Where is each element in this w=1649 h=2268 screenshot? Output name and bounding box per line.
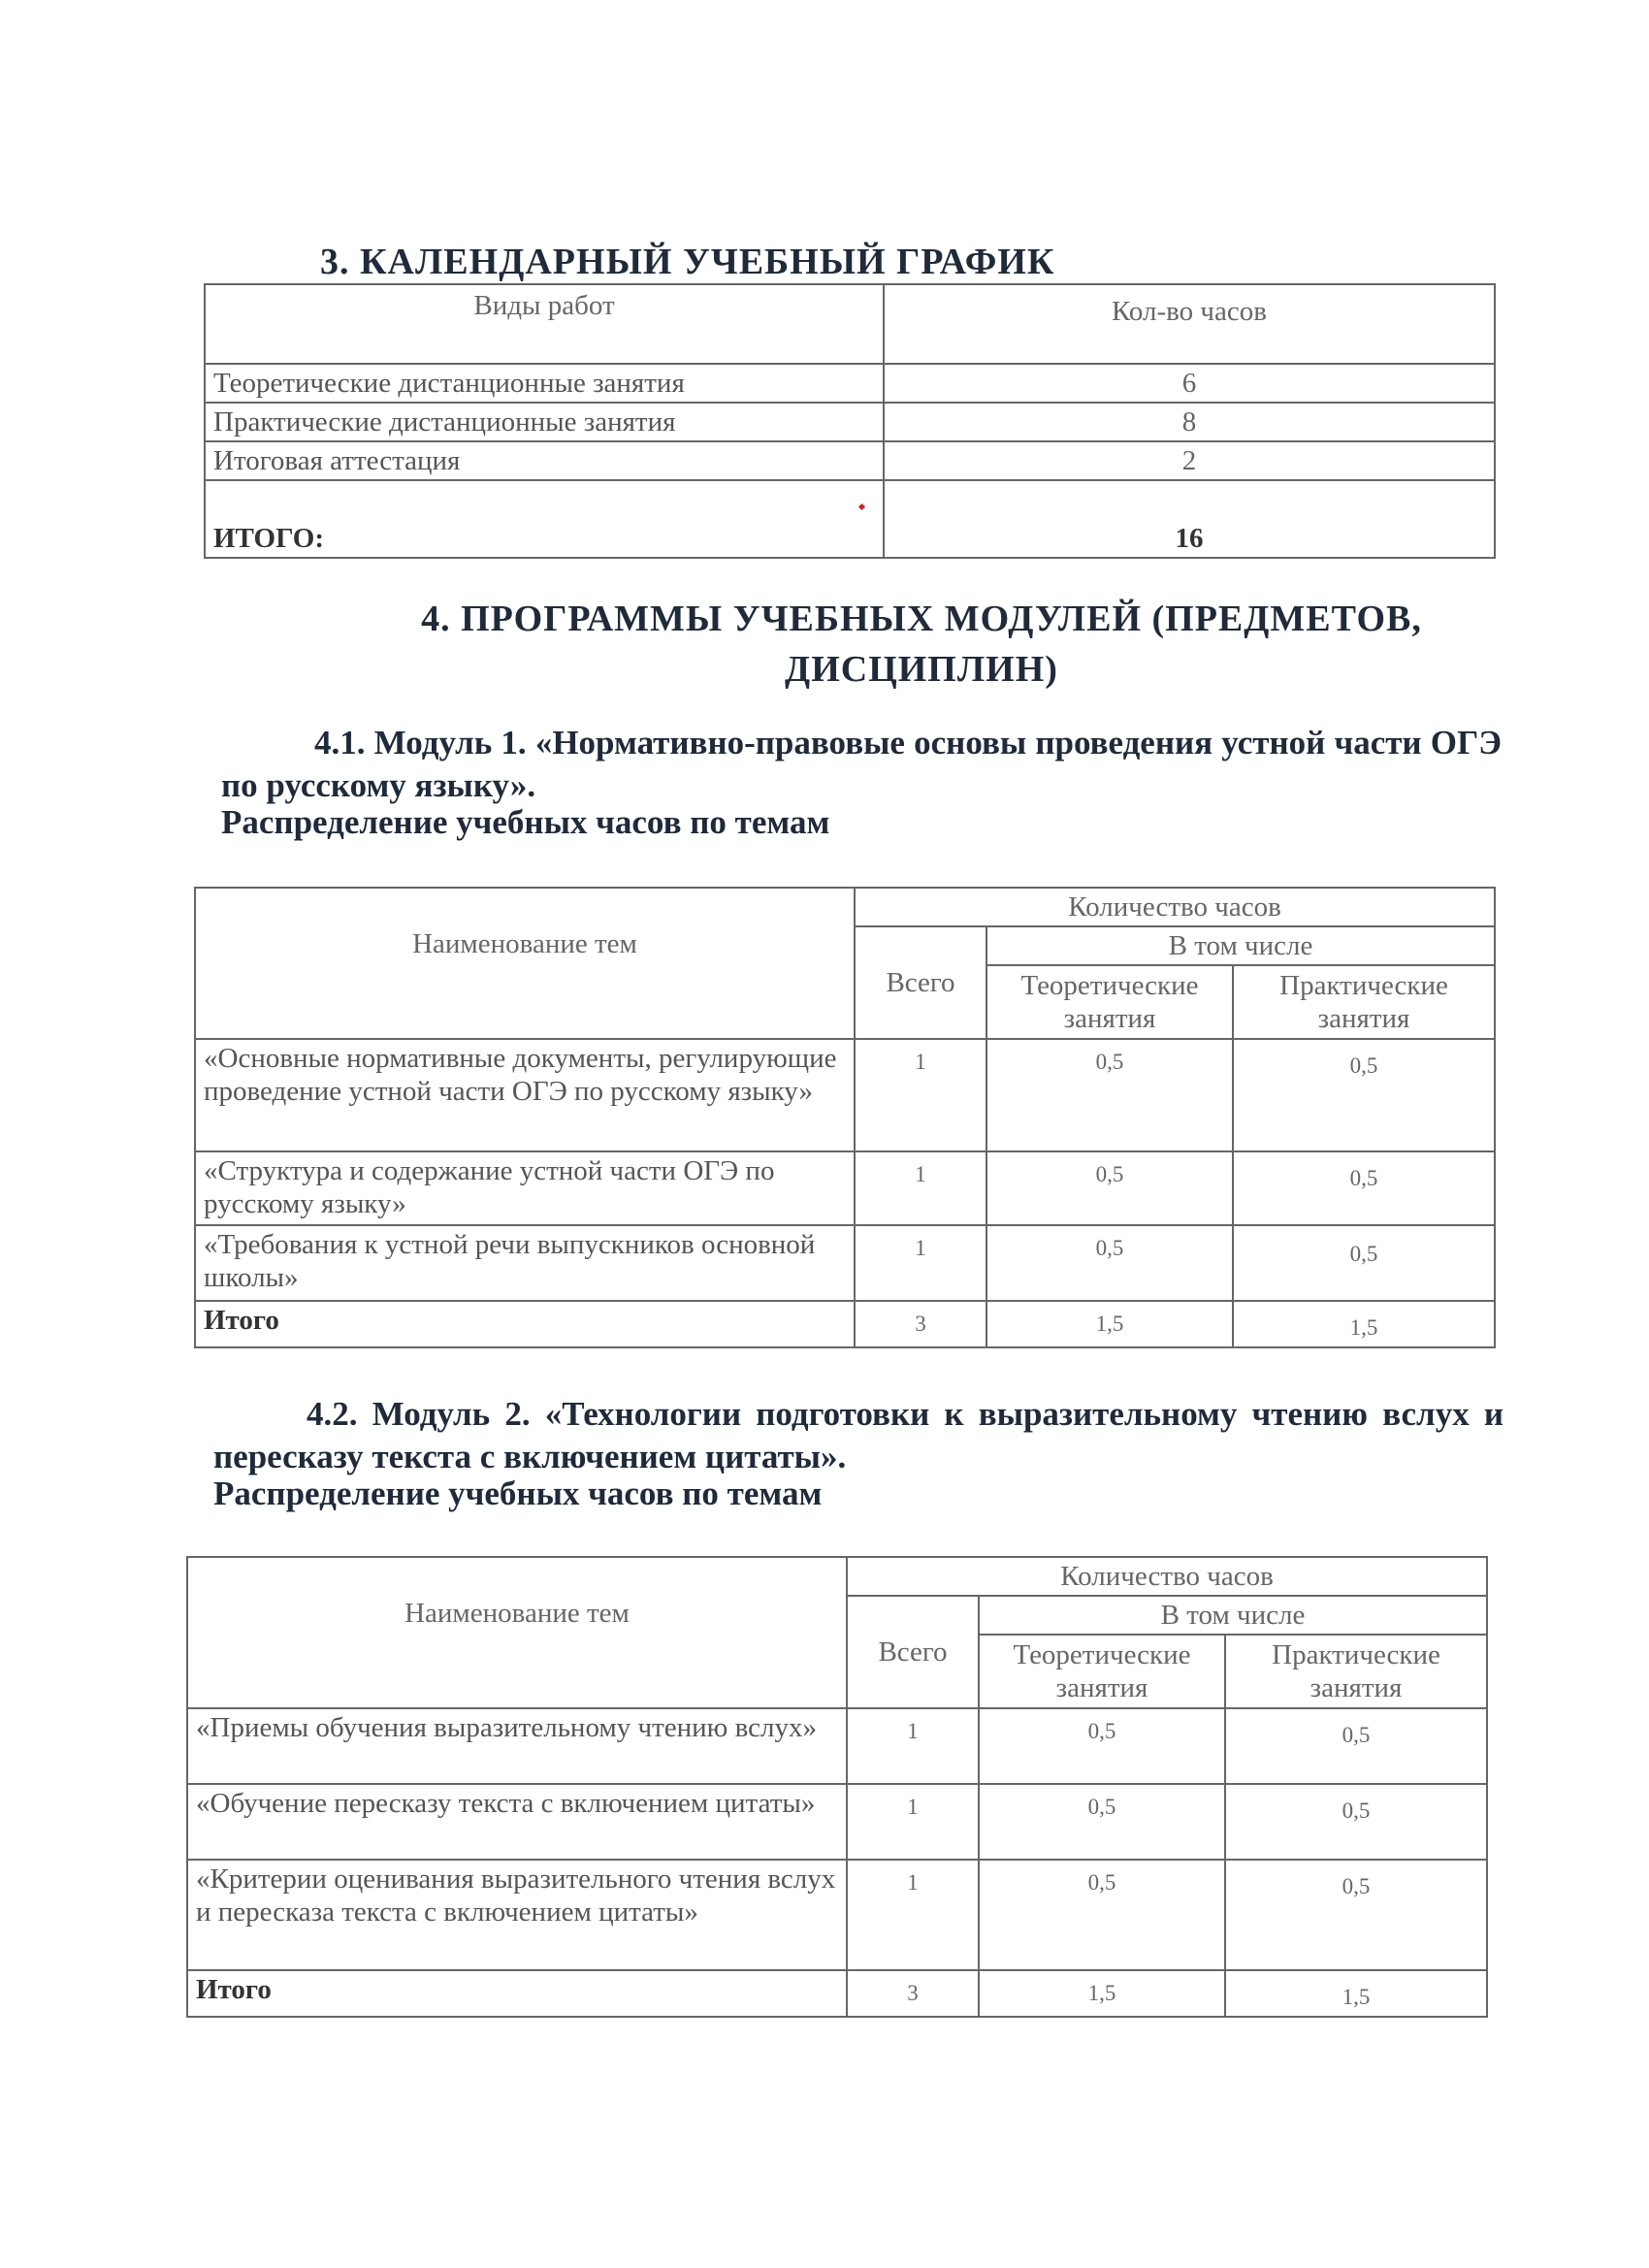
- col-header-hours: Количество часов: [847, 1557, 1487, 1596]
- row-name: Теоретические дистанционные занятия: [205, 364, 884, 403]
- table-row: [195, 1039, 1495, 1151]
- col-header-practice: Практические занятия: [1225, 1635, 1487, 1708]
- table-header-row: [195, 888, 1495, 926]
- section4-title-line1: 4. ПРОГРАММЫ УЧЕБНЫХ МОДУЛЕЙ (ПРЕДМЕТОВ,: [421, 599, 1422, 639]
- row-practice: 0,5: [1225, 1708, 1487, 1784]
- row-theory: 0,5: [986, 1151, 1233, 1225]
- module2-subtitle: Распределение учебных часов по темам: [213, 1474, 823, 1512]
- total-label: ИТОГО:: [205, 480, 884, 558]
- col-header-topics: Наименование тем: [195, 888, 855, 1039]
- row-practice: 0,5: [1233, 1151, 1495, 1225]
- total-total: 3: [855, 1301, 986, 1347]
- total-label: Итого: [195, 1301, 855, 1347]
- schedule-table: [204, 283, 1496, 559]
- module2-title: 4.2. Модуль 2. «Технологии подготовки к выразительному чтению вслух и пересказу текста с включением цитаты».: [213, 1395, 1504, 1475]
- row-practice: 0,5: [1225, 1784, 1487, 1860]
- row-topic: «Критерии оценивания выразительного чтения вслух и пересказа текста с включением цитаты»: [187, 1860, 847, 1970]
- col-header-theory: Теоретические занятия: [979, 1635, 1225, 1708]
- row-hours: 2: [884, 441, 1495, 480]
- row-topic: «Приемы обучения выразительному чтению вслух»: [187, 1708, 847, 1784]
- row-theory: 0,5: [986, 1039, 1233, 1151]
- row-topic: «Обучение пересказу текста с включением цитаты»: [187, 1784, 847, 1860]
- table-row: [205, 441, 1495, 480]
- section3-title: 3. КАЛЕНДАРНЫЙ УЧЕБНЫЙ ГРАФИК: [320, 242, 1055, 282]
- row-total: 1: [855, 1151, 986, 1225]
- row-theory: 0,5: [979, 1860, 1225, 1970]
- row-practice: 0,5: [1233, 1039, 1495, 1151]
- table-row: [195, 1151, 1495, 1225]
- col-header-total: Всего: [847, 1596, 979, 1708]
- row-total: 1: [855, 1039, 986, 1151]
- row-theory: 0,5: [986, 1225, 1233, 1301]
- table-row: [187, 1860, 1487, 1970]
- row-total: 1: [847, 1784, 979, 1860]
- row-name: Практические дистанционные занятия: [205, 403, 884, 441]
- col-header-total: Всего: [855, 926, 986, 1039]
- col-header-hours: Количество часов: [855, 888, 1495, 926]
- col-header-including: В том числе: [986, 926, 1495, 965]
- total-theory: 1,5: [986, 1301, 1233, 1347]
- row-topic: «Структура и содержание устной части ОГЭ по русскому языку»: [195, 1151, 855, 1225]
- col-header-topics: Наименование тем: [187, 1557, 847, 1708]
- table-row: [205, 364, 1495, 403]
- col-header-hours: Кол-во часов: [884, 284, 1495, 364]
- row-hours: 8: [884, 403, 1495, 441]
- module1-title: 4.1. Модуль 1. «Нормативно-правовые основы проведения устной части ОГЭ по русскому языку».: [221, 724, 1502, 804]
- total-label: Итого: [187, 1970, 847, 2017]
- module1-hours-table: [194, 887, 1496, 1348]
- module2-hours-table: [186, 1556, 1488, 2018]
- row-theory: 0,5: [979, 1784, 1225, 1860]
- row-practice: 0,5: [1233, 1225, 1495, 1301]
- section4-title-line2: ДИСЦИПЛИН): [785, 649, 1058, 690]
- table-row: [187, 1708, 1487, 1784]
- table-row: [187, 1784, 1487, 1860]
- section4-title: [291, 594, 1552, 695]
- row-practice: 0,5: [1225, 1860, 1487, 1970]
- row-hours: 6: [884, 364, 1495, 403]
- total-practice: 1,5: [1233, 1301, 1495, 1347]
- row-total: 1: [847, 1708, 979, 1784]
- total-theory: 1,5: [979, 1970, 1225, 2017]
- row-total: 1: [847, 1860, 979, 1970]
- total-row: [205, 480, 1495, 558]
- row-topic: «Требования к устной речи выпускников основной школы»: [195, 1225, 855, 1301]
- col-header-theory: Теоретические занятия: [986, 965, 1233, 1039]
- table-row: [195, 1225, 1495, 1301]
- row-topic: «Основные нормативные документы, регулирующие проведение устной части ОГЭ по русскому языку»: [195, 1039, 855, 1151]
- col-header-work-types: Виды работ: [205, 284, 884, 364]
- module1-subtitle: Распределение учебных часов по темам: [221, 803, 830, 841]
- row-theory: 0,5: [979, 1708, 1225, 1784]
- row-total: 1: [855, 1225, 986, 1301]
- col-header-practice: Практические занятия: [1233, 965, 1495, 1039]
- table-row: [205, 403, 1495, 441]
- total-row: [187, 1970, 1487, 2017]
- table-header-row: [205, 284, 1495, 364]
- table-header-row: [187, 1557, 1487, 1596]
- total-hours: 16: [884, 480, 1495, 558]
- col-header-including: В том числе: [979, 1596, 1487, 1635]
- row-name: Итоговая аттестация: [205, 441, 884, 480]
- total-practice: 1,5: [1225, 1970, 1487, 2017]
- total-total: 3: [847, 1970, 979, 2017]
- total-row: [195, 1301, 1495, 1347]
